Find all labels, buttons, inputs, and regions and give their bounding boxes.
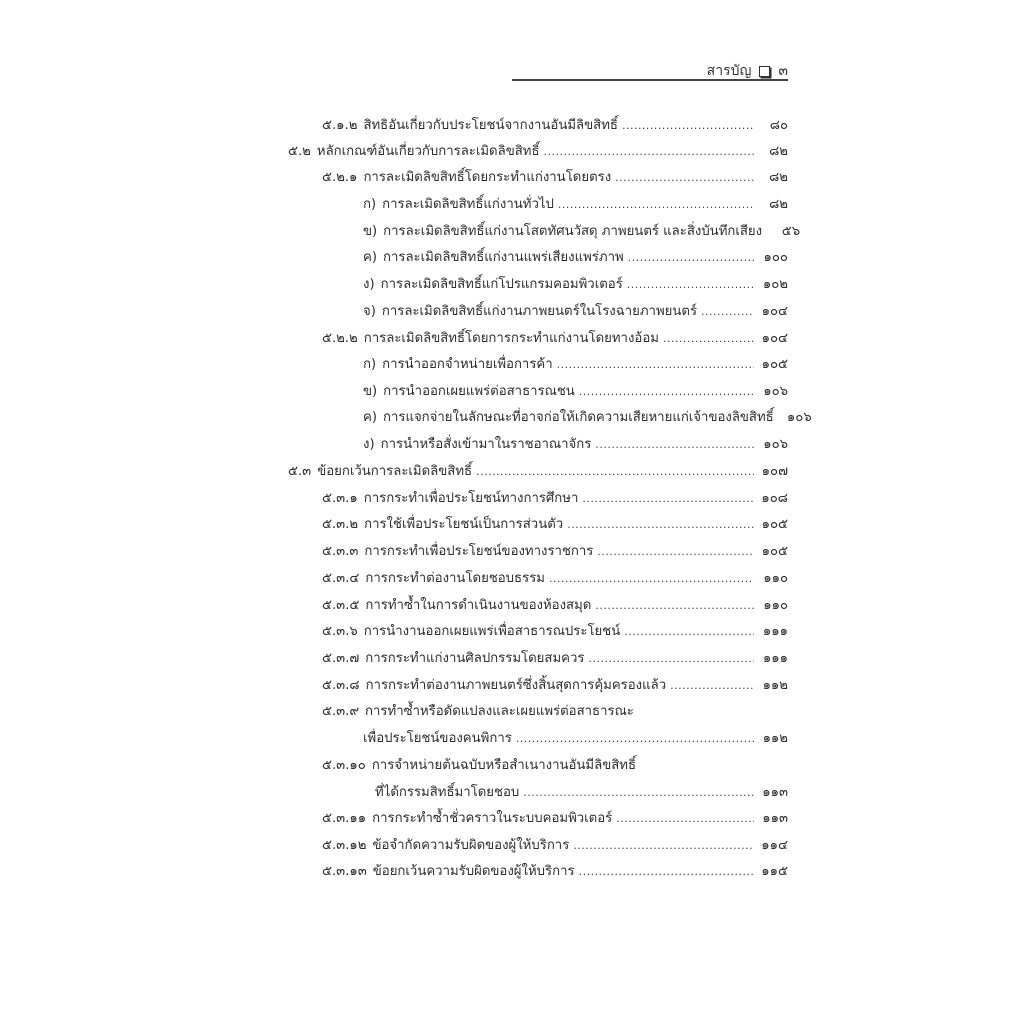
toc-entry-title: การละเมิดลิขสิทธิ์โดยกระทำแก่งานโดยตรง	[363, 170, 612, 185]
dot-leader	[573, 837, 754, 855]
toc-entry-title: การละเมิดลิขสิทธิ์โดยการกระทำแก่งานโดยทางอ้อม	[363, 331, 659, 346]
toc-entry-page: ๘๒	[769, 197, 788, 212]
toc-entry-title: เพื่อประโยชน์ของคนพิการ	[363, 731, 512, 746]
dot-leader	[579, 383, 754, 401]
toc-entry-page: ๑๑๔	[761, 838, 788, 853]
toc-entry-page: ๘๒	[769, 144, 788, 159]
toc-entry-number: ๕.๒.๑	[322, 170, 358, 185]
toc-entry-title: การกระทำเพื่อประโยชน์ของทางราชการ	[364, 544, 594, 559]
toc-entry	[363, 356, 788, 374]
toc-entry	[322, 703, 634, 721]
dot-leader	[701, 303, 754, 321]
toc-entry-page: ๘๒	[769, 170, 788, 185]
toc-entry	[288, 463, 788, 481]
toc-entry-number: ก)	[363, 357, 377, 372]
dot-leader	[582, 490, 754, 508]
toc-entry-title: การละเมิดลิขสิทธิ์แก่งานโสตทัศนวัสดุ ภาพยนตร์ และสิ่งบันทึกเสียง	[383, 224, 763, 239]
toc-entry-title: การทำซ้ำในการดำเนินงานของห้องสมุด	[365, 598, 592, 613]
toc-entry	[322, 117, 788, 135]
toc-entry	[322, 863, 788, 881]
toc-entry-title: การนำหรือสั่งเข้ามาในราชอาณาจักร	[380, 437, 592, 452]
toc-entry-page: ๘๐	[769, 118, 788, 133]
toc-entry	[363, 383, 788, 401]
toc-entry-title: การกระทำแก่งานศิลปกรรมโดยสมควร	[365, 651, 585, 666]
toc-entry	[363, 303, 788, 321]
toc-entry-page: ๑๑๕	[761, 864, 788, 879]
toc-entry-page: ๑๑๓	[762, 785, 788, 800]
toc-entry-page: ๑๐๘	[761, 491, 788, 506]
toc-entry-title: การทำซ้ำหรือดัดแปลงและเผยแพร่ต่อสาธารณะ	[365, 704, 634, 719]
toc-entry-page: ๑๑๒	[762, 731, 788, 746]
dot-leader	[523, 784, 754, 802]
toc-entry-page: ๑๐๐	[763, 250, 788, 265]
toc-entry-number: ๕.๓.๓	[322, 544, 359, 559]
toc-entry-page: ๑๐๖	[763, 437, 788, 452]
toc-entry-title: ข้อยกเว้นความรับผิดของผู้ให้บริการ	[372, 864, 575, 879]
toc-entry-title: การนำออกเผยแพร่ต่อสาธารณชน	[383, 384, 575, 399]
toc-entry	[322, 837, 788, 855]
toc-entry-number: ๕.๑.๒	[322, 118, 358, 133]
toc-entry-page: ๑๑๐	[763, 571, 788, 586]
toc-entry-number: ก)	[363, 197, 377, 212]
toc-entry	[322, 597, 788, 615]
toc-entry-title: การกระทำเพื่อประโยชน์ทางการศึกษา	[363, 491, 579, 506]
dot-leader	[588, 650, 754, 668]
toc-entry-page: ๑๑๑	[762, 624, 788, 639]
toc-entry-title: การนำออกจำหน่ายเพื่อการค้า	[382, 357, 553, 372]
toc-entry	[363, 223, 801, 241]
toc-entry-page: ๑๐๔	[761, 331, 788, 346]
dot-leader	[544, 143, 754, 161]
toc-entry-number: ง)	[363, 437, 375, 452]
header-rule	[512, 79, 788, 81]
toc-entry-page: ๑๑๐	[763, 598, 788, 613]
toc-entry	[322, 570, 788, 588]
toc-entry-number: ๕.๒	[288, 144, 311, 159]
toc-entry-title: การละเมิดลิขสิทธิ์แก่โปรแกรมคอมพิวเตอร์	[380, 277, 623, 292]
toc-entry-title: การนำงานออกเผยแพร่เพื่อสาธารณประโยชน์	[363, 624, 621, 639]
toc-entry	[322, 516, 788, 534]
toc-entry-number: ค)	[363, 250, 377, 265]
toc-entry-title: สิทธิอันเกี่ยวกับประโยชน์จากงานอันมีลิขสิทธิ์	[363, 118, 618, 133]
toc-entry-number: ๕.๓.๑	[322, 491, 358, 506]
dot-leader	[557, 356, 754, 374]
toc-entry	[322, 757, 636, 775]
toc-entry-number: ๕.๓.๑๐	[322, 758, 366, 773]
toc-entry-number: ๕.๓.๙	[322, 704, 360, 719]
toc-entry-title: ข้อยกเว้นการละเมิดลิขสิทธิ์	[317, 464, 473, 479]
running-head-page: ๓	[778, 63, 788, 79]
toc-entry-number: ๕.๓.๑๓	[322, 864, 367, 879]
dot-leader	[624, 623, 754, 641]
toc-entry-number: ๕.๒.๒	[322, 331, 358, 346]
toc-entry	[322, 677, 788, 695]
toc-entry	[322, 490, 788, 508]
toc-entry-number: ค)	[363, 410, 377, 425]
toc-entry-number: ง)	[363, 277, 375, 292]
toc-entry	[363, 249, 788, 267]
dot-leader	[516, 730, 754, 748]
running-head-title: สารบัญ	[706, 63, 752, 79]
toc-entry-number: ๕.๓.๘	[322, 678, 360, 693]
toc-entry-page: ๑๐๔	[761, 304, 788, 319]
dot-leader	[622, 117, 754, 135]
toc-entry-number: ๕.๓	[288, 464, 312, 479]
toc-entry-title: การกระทำต่องานภาพยนตร์ซึ่งสิ้นสุดการคุ้มครองแล้ว	[365, 678, 667, 693]
toc-entry	[322, 543, 788, 561]
toc-entry	[288, 143, 788, 161]
toc-entry-number: ๕.๓.๕	[322, 598, 360, 613]
toc-entry	[322, 330, 788, 348]
toc-entry	[363, 436, 788, 454]
toc-entry-page: ๑๐๕	[761, 357, 788, 372]
dot-leader	[595, 436, 754, 454]
toc-entry-number: ๕.๓.๔	[322, 571, 360, 586]
dot-leader	[549, 570, 754, 588]
toc-entry-page: ๑๑๒	[762, 678, 788, 693]
toc-entry-title: การละเมิดลิขสิทธิ์แก่งานทั่วไป	[382, 197, 554, 212]
toc-entry	[322, 650, 788, 668]
toc-entry-page: ๑๑๓	[762, 811, 788, 826]
toc-entry-page: ๑๐๖	[763, 384, 788, 399]
toc-entry-number: ๕.๓.๖	[322, 624, 358, 639]
toc-entry-number: ๕.๓.๑๑	[322, 811, 367, 826]
toc-entry-title: หลักเกณฑ์อันเกี่ยวกับการละเมิดลิขสิทธิ์	[316, 144, 540, 159]
toc-entry-title: การกระทำซ้ำชั่วคราวในระบบคอมพิวเตอร์	[372, 811, 613, 826]
dot-leader	[670, 677, 754, 695]
dot-leader	[627, 276, 754, 294]
toc-entry	[363, 730, 788, 748]
dot-leader	[476, 463, 754, 481]
toc-entry-title: การกระทำต่องานโดยชอบธรรม	[365, 571, 545, 586]
toc-entry-title: ข้อจำกัดความรับผิดของผู้ให้บริการ	[372, 838, 570, 853]
toc-entry-number: จ)	[363, 304, 376, 319]
dot-leader	[615, 169, 754, 187]
toc-entry-title: การใช้เพื่อประโยชน์เป็นการส่วนตัว	[364, 517, 564, 532]
square-bullet-icon	[759, 66, 770, 77]
dot-leader	[567, 516, 754, 534]
dot-leader	[628, 249, 754, 267]
toc-entry-number: ๕.๓.๗	[322, 651, 360, 666]
toc-entry-number: ข)	[363, 384, 378, 399]
toc-entry-title: การแจกจ่ายในลักษณะที่อาจก่อให้เกิดความเสียหายแก่เจ้าของลิขสิทธิ์	[382, 410, 774, 425]
dot-leader	[595, 597, 754, 615]
toc-entry	[363, 276, 788, 294]
toc-entry-page: ๑๐๖	[786, 410, 812, 425]
toc-entry-title: การละเมิดลิขสิทธิ์แก่งานแพร่เสียงแพร่ภาพ	[382, 250, 624, 265]
toc-entry-page: ๑๐๗	[761, 464, 788, 479]
toc-entry-page: ๑๐๒	[762, 277, 788, 292]
toc-entry-number: ข)	[363, 224, 378, 239]
dot-leader	[579, 863, 754, 881]
toc-entry-title: การจำหน่ายต้นฉบับหรือสำเนางานอันมีลิขสิทธิ์	[371, 758, 637, 773]
toc-entry	[322, 169, 788, 187]
dot-leader	[616, 810, 754, 828]
toc-entry-page: ๑๑๑	[762, 651, 788, 666]
toc-entry-number: ๕.๓.๒	[322, 517, 359, 532]
toc-entry	[322, 810, 788, 828]
toc-entry-number: ๕.๓.๑๒	[322, 838, 367, 853]
toc-entry-page: ๑๐๕	[761, 517, 788, 532]
toc-entry-page: ๑๐๕	[761, 544, 788, 559]
toc-entry-title: การละเมิดลิขสิทธิ์แก่งานภาพยนตร์ในโรงฉายภาพยนตร์	[381, 304, 698, 319]
toc-entry	[322, 623, 788, 641]
toc-entry-page: ๕๖	[781, 224, 801, 239]
toc-entry	[363, 196, 788, 214]
dot-leader	[597, 543, 754, 561]
dot-leader	[663, 330, 754, 348]
toc-entry	[375, 784, 788, 802]
dot-leader	[558, 196, 754, 214]
toc-entry	[363, 409, 812, 427]
toc-entry-title: ที่ได้กรรมสิทธิ์มาโดยชอบ	[375, 785, 520, 800]
